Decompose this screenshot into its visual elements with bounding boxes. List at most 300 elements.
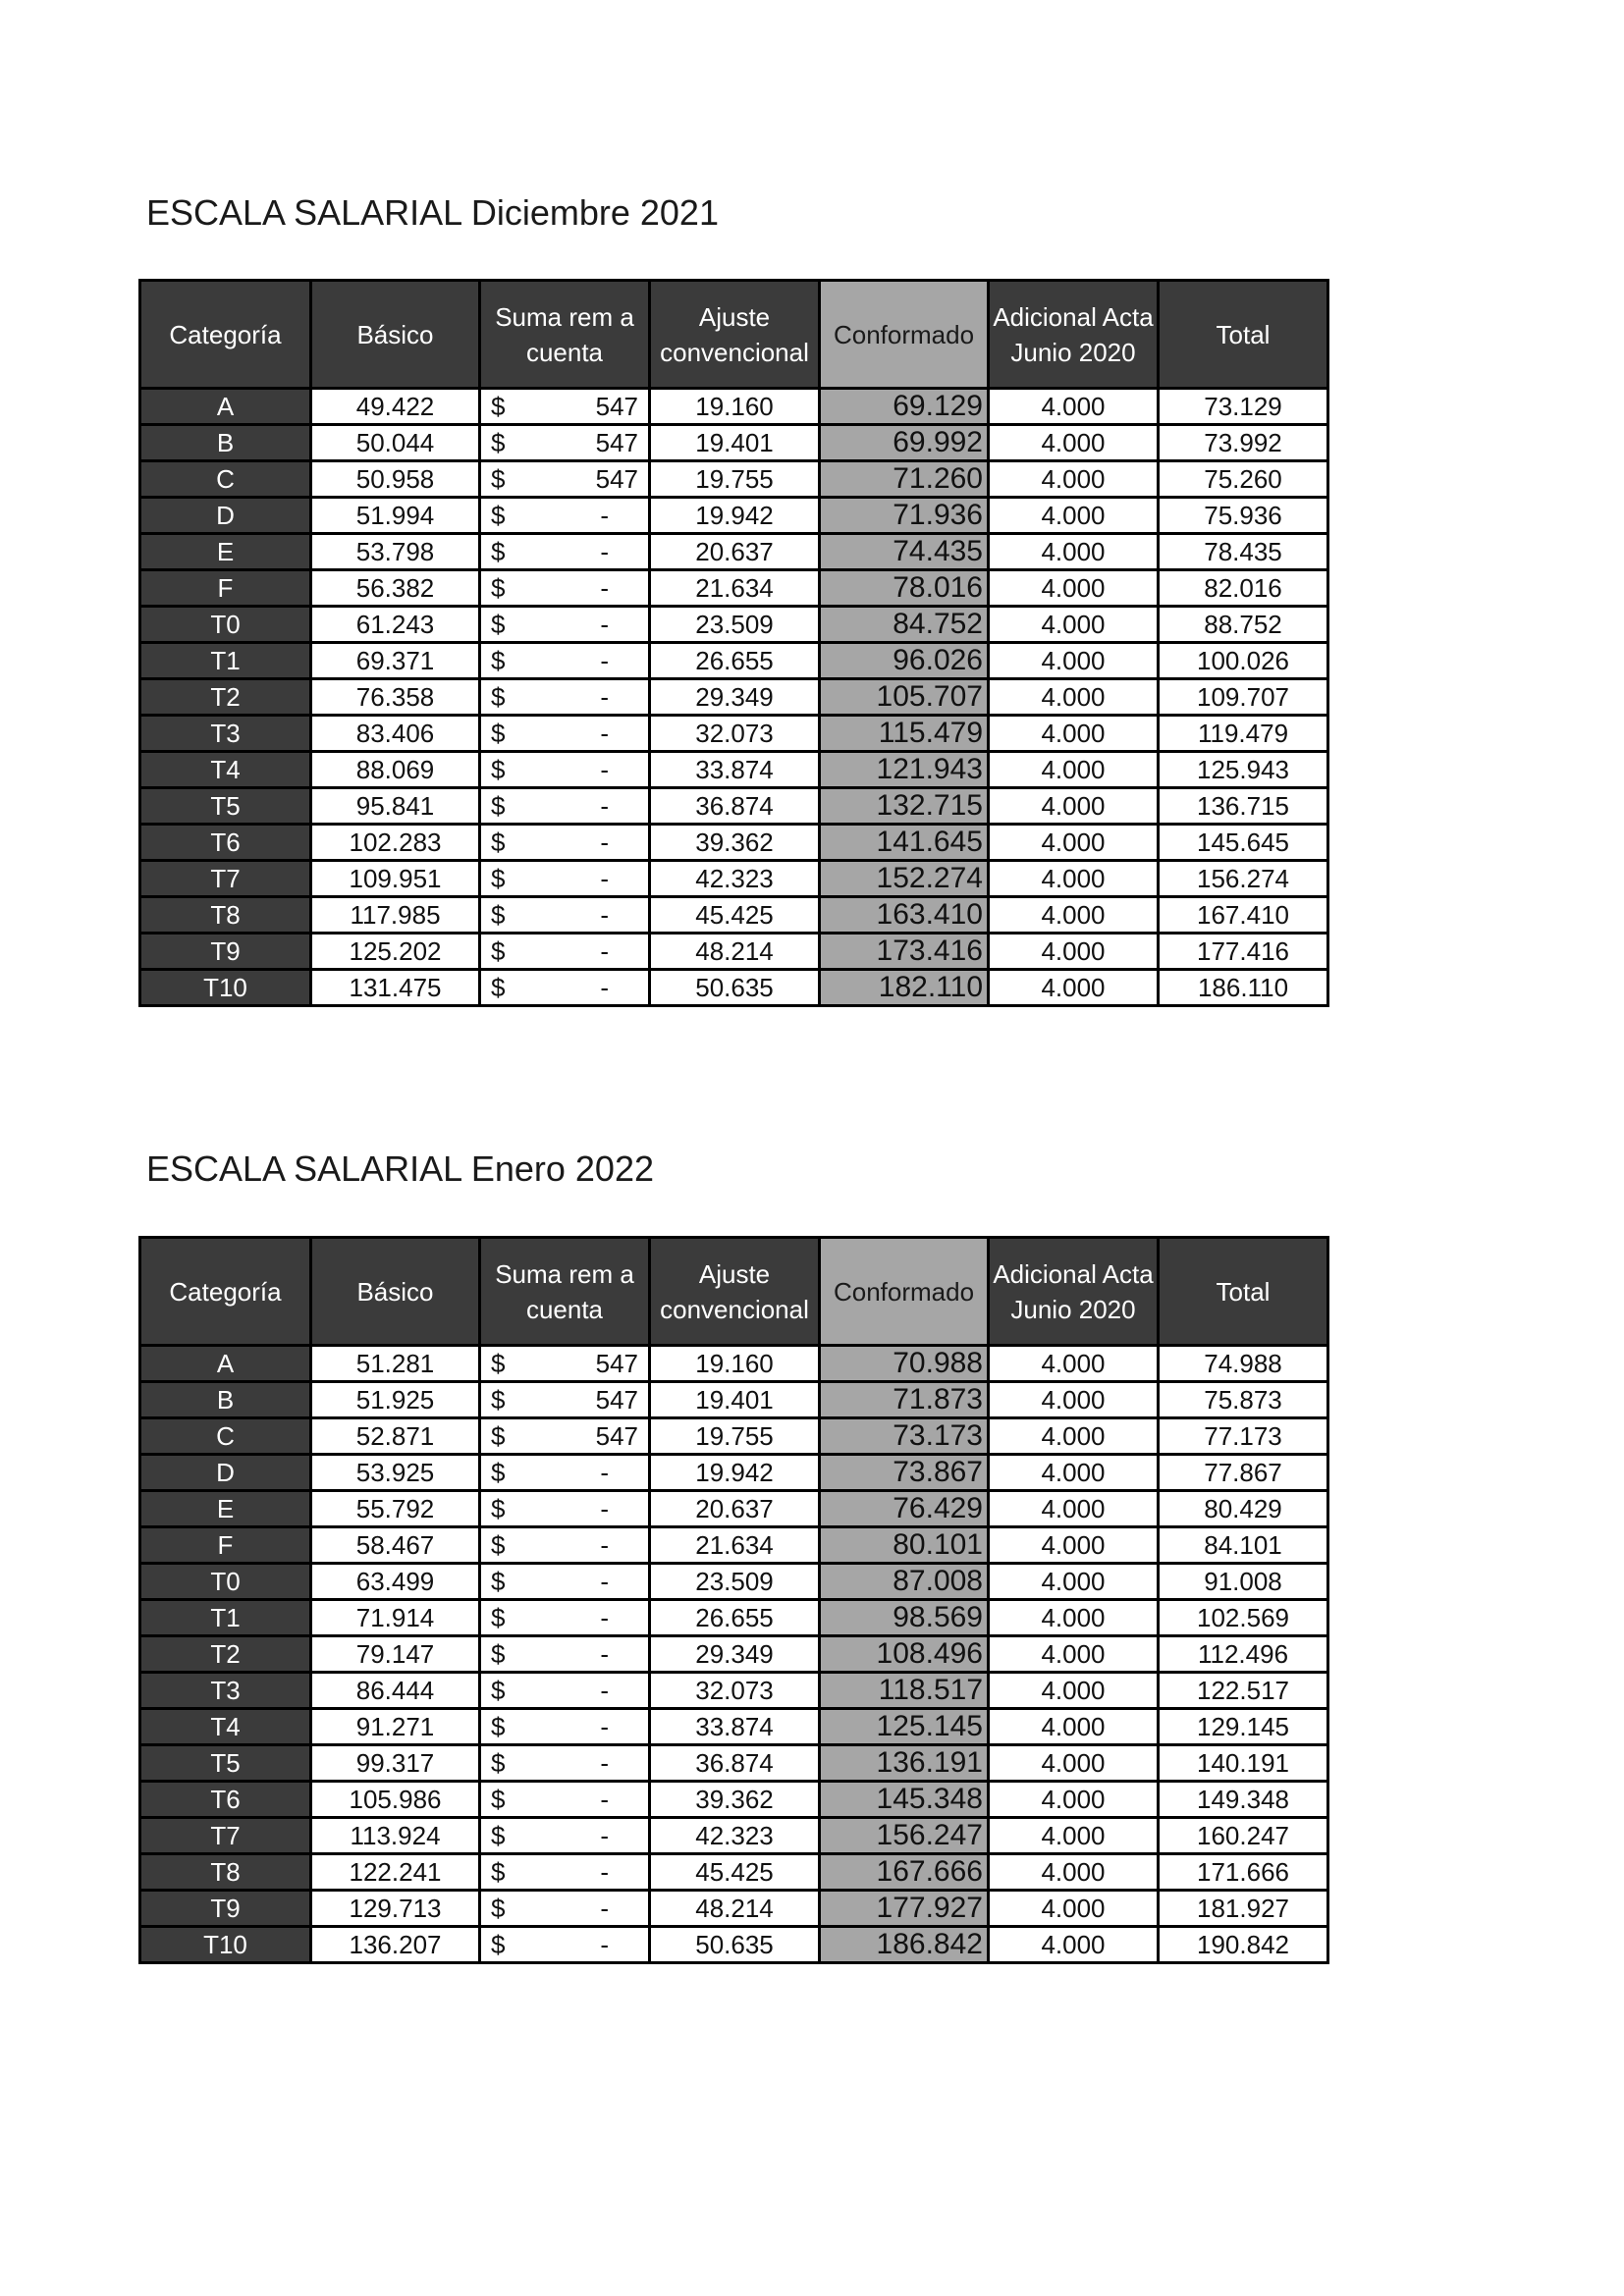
suma-cell [480, 1527, 650, 1564]
suma-cell [480, 752, 650, 788]
suma-cell [480, 1927, 650, 1963]
adicional-cell: 4.000 [989, 1782, 1159, 1818]
suma-cell [480, 534, 650, 570]
conformado-cell: 96.026 [820, 643, 989, 679]
currency-symbol: $ [491, 1930, 506, 1959]
adicional-cell: 4.000 [989, 643, 1159, 679]
conformado-cell: 78.016 [820, 570, 989, 607]
ajuste-cell: 19.401 [650, 1382, 820, 1418]
basico-cell: 49.422 [311, 389, 480, 425]
adicional-cell: 4.000 [989, 1745, 1159, 1782]
currency-symbol: $ [491, 537, 506, 566]
category-cell: E [140, 534, 311, 570]
adicional-cell: 4.000 [989, 1927, 1159, 1963]
suma-cell [480, 716, 650, 752]
ajuste-cell: 42.323 [650, 1818, 820, 1854]
adicional-cell: 4.000 [989, 1854, 1159, 1891]
conformado-cell: 182.110 [820, 970, 989, 1006]
table-row [140, 897, 1328, 934]
suma-amount: - [600, 719, 609, 748]
table-row [140, 1564, 1328, 1600]
table-row [140, 716, 1328, 752]
table-row [140, 679, 1328, 716]
conformado-cell: 125.145 [820, 1709, 989, 1745]
basico-cell: 52.871 [311, 1418, 480, 1455]
basico-cell: 91.271 [311, 1709, 480, 1745]
total-cell: 119.479 [1159, 716, 1328, 752]
suma-amount: - [600, 1712, 609, 1741]
adicional-cell: 4.000 [989, 1673, 1159, 1709]
basico-cell: 79.147 [311, 1636, 480, 1673]
total-cell: 109.707 [1159, 679, 1328, 716]
basico-cell: 125.202 [311, 934, 480, 970]
currency-symbol: $ [491, 1712, 506, 1741]
ajuste-cell: 33.874 [650, 1709, 820, 1745]
currency-symbol: $ [491, 464, 506, 494]
total-cell: 75.936 [1159, 498, 1328, 534]
conformado-cell: 105.707 [820, 679, 989, 716]
table-row [140, 1346, 1328, 1382]
currency-symbol: $ [491, 828, 506, 857]
suma-cell [480, 570, 650, 607]
suma-amount: - [600, 1494, 609, 1523]
conformado-cell: 145.348 [820, 1782, 989, 1818]
suma-cell [480, 1818, 650, 1854]
adicional-cell: 4.000 [989, 570, 1159, 607]
suma-amount: - [600, 1894, 609, 1923]
ajuste-cell: 21.634 [650, 570, 820, 607]
total-cell: 73.992 [1159, 425, 1328, 461]
ajuste-cell: 26.655 [650, 1600, 820, 1636]
suma-amount: - [600, 1785, 609, 1814]
column-header-suma: Suma rem a cuenta [480, 1238, 650, 1346]
section-title: ESCALA SALARIAL Diciembre 2021 [146, 192, 719, 233]
total-cell: 88.752 [1159, 607, 1328, 643]
column-header-basico: Básico [311, 281, 480, 389]
table-row [140, 970, 1328, 1006]
column-header-total: Total [1159, 1238, 1328, 1346]
suma-amount: - [600, 573, 609, 603]
ajuste-cell: 20.637 [650, 1491, 820, 1527]
conformado-cell: 163.410 [820, 897, 989, 934]
category-cell: T0 [140, 607, 311, 643]
column-header-categoria: Categoría [140, 281, 311, 389]
category-cell: T5 [140, 1745, 311, 1782]
category-cell: T7 [140, 1818, 311, 1854]
suma-amount: - [600, 1857, 609, 1887]
column-header-conformado: Conformado [820, 1238, 989, 1346]
suma-amount: 547 [595, 1349, 638, 1378]
table-row [140, 1600, 1328, 1636]
suma-cell [480, 498, 650, 534]
currency-symbol: $ [491, 1385, 506, 1415]
conformado-cell: 136.191 [820, 1745, 989, 1782]
table-row [140, 825, 1328, 861]
adicional-cell: 4.000 [989, 389, 1159, 425]
conformado-cell: 173.416 [820, 934, 989, 970]
basico-cell: 117.985 [311, 897, 480, 934]
table-row [140, 1636, 1328, 1673]
table-row [140, 752, 1328, 788]
conformado-cell: 76.429 [820, 1491, 989, 1527]
category-cell: T2 [140, 679, 311, 716]
category-cell: T4 [140, 1709, 311, 1745]
column-header-ajuste: Ajuste convencional [650, 281, 820, 389]
salary-table [138, 279, 1329, 1007]
basico-cell: 122.241 [311, 1854, 480, 1891]
currency-symbol: $ [491, 1349, 506, 1378]
adicional-cell: 4.000 [989, 1382, 1159, 1418]
currency-symbol: $ [491, 755, 506, 784]
category-cell: T9 [140, 934, 311, 970]
total-cell: 186.110 [1159, 970, 1328, 1006]
suma-cell [480, 1346, 650, 1382]
currency-symbol: $ [491, 900, 506, 930]
table-row [140, 1854, 1328, 1891]
basico-cell: 109.951 [311, 861, 480, 897]
ajuste-cell: 48.214 [650, 934, 820, 970]
conformado-cell: 70.988 [820, 1346, 989, 1382]
suma-cell [480, 897, 650, 934]
ajuste-cell: 19.755 [650, 1418, 820, 1455]
adicional-cell: 4.000 [989, 970, 1159, 1006]
category-cell: T3 [140, 1673, 311, 1709]
currency-symbol: $ [491, 1676, 506, 1705]
table-row [140, 1782, 1328, 1818]
suma-cell [480, 461, 650, 498]
currency-symbol: $ [491, 428, 506, 457]
total-cell: 75.260 [1159, 461, 1328, 498]
table-row [140, 425, 1328, 461]
category-cell: T2 [140, 1636, 311, 1673]
currency-symbol: $ [491, 973, 506, 1002]
adicional-cell: 4.000 [989, 716, 1159, 752]
category-cell: T6 [140, 1782, 311, 1818]
suma-amount: - [600, 828, 609, 857]
total-cell: 73.129 [1159, 389, 1328, 425]
total-cell: 91.008 [1159, 1564, 1328, 1600]
suma-cell [480, 1891, 650, 1927]
total-cell: 171.666 [1159, 1854, 1328, 1891]
conformado-cell: 87.008 [820, 1564, 989, 1600]
adicional-cell: 4.000 [989, 534, 1159, 570]
ajuste-cell: 29.349 [650, 1636, 820, 1673]
suma-cell [480, 1564, 650, 1600]
table-row [140, 534, 1328, 570]
basico-cell: 69.371 [311, 643, 480, 679]
currency-symbol: $ [491, 1639, 506, 1669]
adicional-cell: 4.000 [989, 1891, 1159, 1927]
table-row [140, 788, 1328, 825]
conformado-cell: 74.435 [820, 534, 989, 570]
currency-symbol: $ [491, 936, 506, 966]
category-cell: T5 [140, 788, 311, 825]
basico-cell: 55.792 [311, 1491, 480, 1527]
currency-symbol: $ [491, 1530, 506, 1560]
currency-symbol: $ [491, 682, 506, 712]
category-cell: T10 [140, 1927, 311, 1963]
suma-cell [480, 1745, 650, 1782]
adicional-cell: 4.000 [989, 1818, 1159, 1854]
suma-amount: - [600, 1821, 609, 1850]
suma-amount: - [600, 1458, 609, 1487]
suma-amount: 547 [595, 428, 638, 457]
ajuste-cell: 36.874 [650, 788, 820, 825]
total-cell: 156.274 [1159, 861, 1328, 897]
suma-cell [480, 425, 650, 461]
currency-symbol: $ [491, 501, 506, 530]
category-cell: T9 [140, 1891, 311, 1927]
category-cell: T3 [140, 716, 311, 752]
currency-symbol: $ [491, 1458, 506, 1487]
ajuste-cell: 29.349 [650, 679, 820, 716]
total-cell: 160.247 [1159, 1818, 1328, 1854]
suma-amount: - [600, 610, 609, 639]
basico-cell: 61.243 [311, 607, 480, 643]
suma-cell [480, 389, 650, 425]
basico-cell: 105.986 [311, 1782, 480, 1818]
table-row [140, 461, 1328, 498]
ajuste-cell: 26.655 [650, 643, 820, 679]
conformado-cell: 152.274 [820, 861, 989, 897]
suma-amount: - [600, 1567, 609, 1596]
category-cell: F [140, 1527, 311, 1564]
conformado-cell: 71.873 [820, 1382, 989, 1418]
basico-cell: 113.924 [311, 1818, 480, 1854]
total-cell: 167.410 [1159, 897, 1328, 934]
basico-cell: 88.069 [311, 752, 480, 788]
suma-amount: - [600, 1530, 609, 1560]
salary-table [138, 1236, 1329, 1964]
category-cell: T4 [140, 752, 311, 788]
adicional-cell: 4.000 [989, 825, 1159, 861]
currency-symbol: $ [491, 1748, 506, 1778]
total-cell: 77.867 [1159, 1455, 1328, 1491]
suma-amount: - [600, 973, 609, 1002]
ajuste-cell: 21.634 [650, 1527, 820, 1564]
adicional-cell: 4.000 [989, 1636, 1159, 1673]
category-cell: E [140, 1491, 311, 1527]
header-row [140, 281, 1328, 389]
table-row [140, 1927, 1328, 1963]
conformado-cell: 156.247 [820, 1818, 989, 1854]
suma-amount: 547 [595, 1385, 638, 1415]
total-cell: 125.943 [1159, 752, 1328, 788]
currency-symbol: $ [491, 610, 506, 639]
basico-cell: 51.281 [311, 1346, 480, 1382]
basico-cell: 51.994 [311, 498, 480, 534]
suma-amount: - [600, 791, 609, 821]
adicional-cell: 4.000 [989, 1491, 1159, 1527]
ajuste-cell: 19.160 [650, 389, 820, 425]
total-cell: 149.348 [1159, 1782, 1328, 1818]
basico-cell: 76.358 [311, 679, 480, 716]
total-cell: 190.842 [1159, 1927, 1328, 1963]
table-row [140, 861, 1328, 897]
adicional-cell: 4.000 [989, 1527, 1159, 1564]
suma-cell [480, 970, 650, 1006]
basico-cell: 136.207 [311, 1927, 480, 1963]
basico-cell: 129.713 [311, 1891, 480, 1927]
suma-amount: - [600, 1603, 609, 1632]
ajuste-cell: 33.874 [650, 752, 820, 788]
conformado-cell: 121.943 [820, 752, 989, 788]
ajuste-cell: 45.425 [650, 1854, 820, 1891]
suma-cell [480, 1782, 650, 1818]
basico-cell: 50.044 [311, 425, 480, 461]
adicional-cell: 4.000 [989, 498, 1159, 534]
basico-cell: 53.925 [311, 1455, 480, 1491]
category-cell: T6 [140, 825, 311, 861]
conformado-cell: 73.173 [820, 1418, 989, 1455]
category-cell: T1 [140, 1600, 311, 1636]
category-cell: C [140, 1418, 311, 1455]
suma-amount: - [600, 682, 609, 712]
table-row [140, 643, 1328, 679]
ajuste-cell: 19.942 [650, 498, 820, 534]
section-title: ESCALA SALARIAL Enero 2022 [146, 1148, 654, 1189]
suma-amount: - [600, 900, 609, 930]
adicional-cell: 4.000 [989, 461, 1159, 498]
conformado-cell: 80.101 [820, 1527, 989, 1564]
suma-amount: 547 [595, 464, 638, 494]
basico-cell: 51.925 [311, 1382, 480, 1418]
suma-amount: - [600, 1676, 609, 1705]
table-row [140, 570, 1328, 607]
table-row [140, 1418, 1328, 1455]
conformado-cell: 71.260 [820, 461, 989, 498]
suma-amount: - [600, 646, 609, 675]
column-header-conformado: Conformado [820, 281, 989, 389]
column-header-basico: Básico [311, 1238, 480, 1346]
ajuste-cell: 50.635 [650, 1927, 820, 1963]
conformado-cell: 84.752 [820, 607, 989, 643]
basico-cell: 50.958 [311, 461, 480, 498]
category-cell: T10 [140, 970, 311, 1006]
adicional-cell: 4.000 [989, 1418, 1159, 1455]
conformado-cell: 108.496 [820, 1636, 989, 1673]
suma-cell [480, 1418, 650, 1455]
category-cell: D [140, 1455, 311, 1491]
currency-symbol: $ [491, 646, 506, 675]
column-header-ajuste: Ajuste convencional [650, 1238, 820, 1346]
conformado-cell: 115.479 [820, 716, 989, 752]
category-cell: T8 [140, 1854, 311, 1891]
total-cell: 122.517 [1159, 1673, 1328, 1709]
conformado-cell: 167.666 [820, 1854, 989, 1891]
total-cell: 129.145 [1159, 1709, 1328, 1745]
suma-amount: - [600, 936, 609, 966]
category-cell: T8 [140, 897, 311, 934]
currency-symbol: $ [491, 1894, 506, 1923]
category-cell: F [140, 570, 311, 607]
column-header-categoria: Categoría [140, 1238, 311, 1346]
adicional-cell: 4.000 [989, 1346, 1159, 1382]
adicional-cell: 4.000 [989, 425, 1159, 461]
suma-cell [480, 607, 650, 643]
adicional-cell: 4.000 [989, 752, 1159, 788]
total-cell: 112.496 [1159, 1636, 1328, 1673]
category-cell: C [140, 461, 311, 498]
currency-symbol: $ [491, 1421, 506, 1451]
basico-cell: 71.914 [311, 1600, 480, 1636]
basico-cell: 95.841 [311, 788, 480, 825]
ajuste-cell: 48.214 [650, 1891, 820, 1927]
conformado-cell: 71.936 [820, 498, 989, 534]
ajuste-cell: 32.073 [650, 716, 820, 752]
suma-amount: - [600, 501, 609, 530]
suma-amount: - [600, 864, 609, 893]
adicional-cell: 4.000 [989, 897, 1159, 934]
conformado-cell: 132.715 [820, 788, 989, 825]
table-row [140, 1818, 1328, 1854]
basico-cell: 86.444 [311, 1673, 480, 1709]
adicional-cell: 4.000 [989, 679, 1159, 716]
currency-symbol: $ [491, 1567, 506, 1596]
adicional-cell: 4.000 [989, 861, 1159, 897]
total-cell: 77.173 [1159, 1418, 1328, 1455]
total-cell: 177.416 [1159, 934, 1328, 970]
suma-amount: - [600, 755, 609, 784]
currency-symbol: $ [491, 1494, 506, 1523]
suma-amount: 547 [595, 1421, 638, 1451]
category-cell: B [140, 1382, 311, 1418]
ajuste-cell: 50.635 [650, 970, 820, 1006]
adicional-cell: 4.000 [989, 934, 1159, 970]
table-row [140, 1527, 1328, 1564]
total-cell: 181.927 [1159, 1891, 1328, 1927]
table-row [140, 607, 1328, 643]
ajuste-cell: 20.637 [650, 534, 820, 570]
category-cell: A [140, 389, 311, 425]
table-row [140, 934, 1328, 970]
ajuste-cell: 32.073 [650, 1673, 820, 1709]
basico-cell: 102.283 [311, 825, 480, 861]
total-cell: 82.016 [1159, 570, 1328, 607]
suma-cell [480, 1382, 650, 1418]
column-header-adicional: Adicional Acta Junio 2020 [989, 281, 1159, 389]
ajuste-cell: 19.401 [650, 425, 820, 461]
category-cell: T7 [140, 861, 311, 897]
suma-cell [480, 1854, 650, 1891]
adicional-cell: 4.000 [989, 1600, 1159, 1636]
ajuste-cell: 23.509 [650, 1564, 820, 1600]
suma-amount: - [600, 1930, 609, 1959]
suma-cell [480, 1636, 650, 1673]
adicional-cell: 4.000 [989, 1455, 1159, 1491]
adicional-cell: 4.000 [989, 1564, 1159, 1600]
suma-cell [480, 1455, 650, 1491]
suma-cell [480, 1709, 650, 1745]
category-cell: T0 [140, 1564, 311, 1600]
basico-cell: 99.317 [311, 1745, 480, 1782]
total-cell: 75.873 [1159, 1382, 1328, 1418]
conformado-cell: 186.842 [820, 1927, 989, 1963]
conformado-cell: 98.569 [820, 1600, 989, 1636]
ajuste-cell: 45.425 [650, 897, 820, 934]
table-row [140, 1709, 1328, 1745]
suma-amount: - [600, 537, 609, 566]
ajuste-cell: 39.362 [650, 825, 820, 861]
suma-cell [480, 679, 650, 716]
table-row [140, 498, 1328, 534]
currency-symbol: $ [491, 791, 506, 821]
total-cell: 102.569 [1159, 1600, 1328, 1636]
currency-symbol: $ [491, 573, 506, 603]
currency-symbol: $ [491, 864, 506, 893]
suma-amount: 547 [595, 392, 638, 421]
table-row [140, 1673, 1328, 1709]
